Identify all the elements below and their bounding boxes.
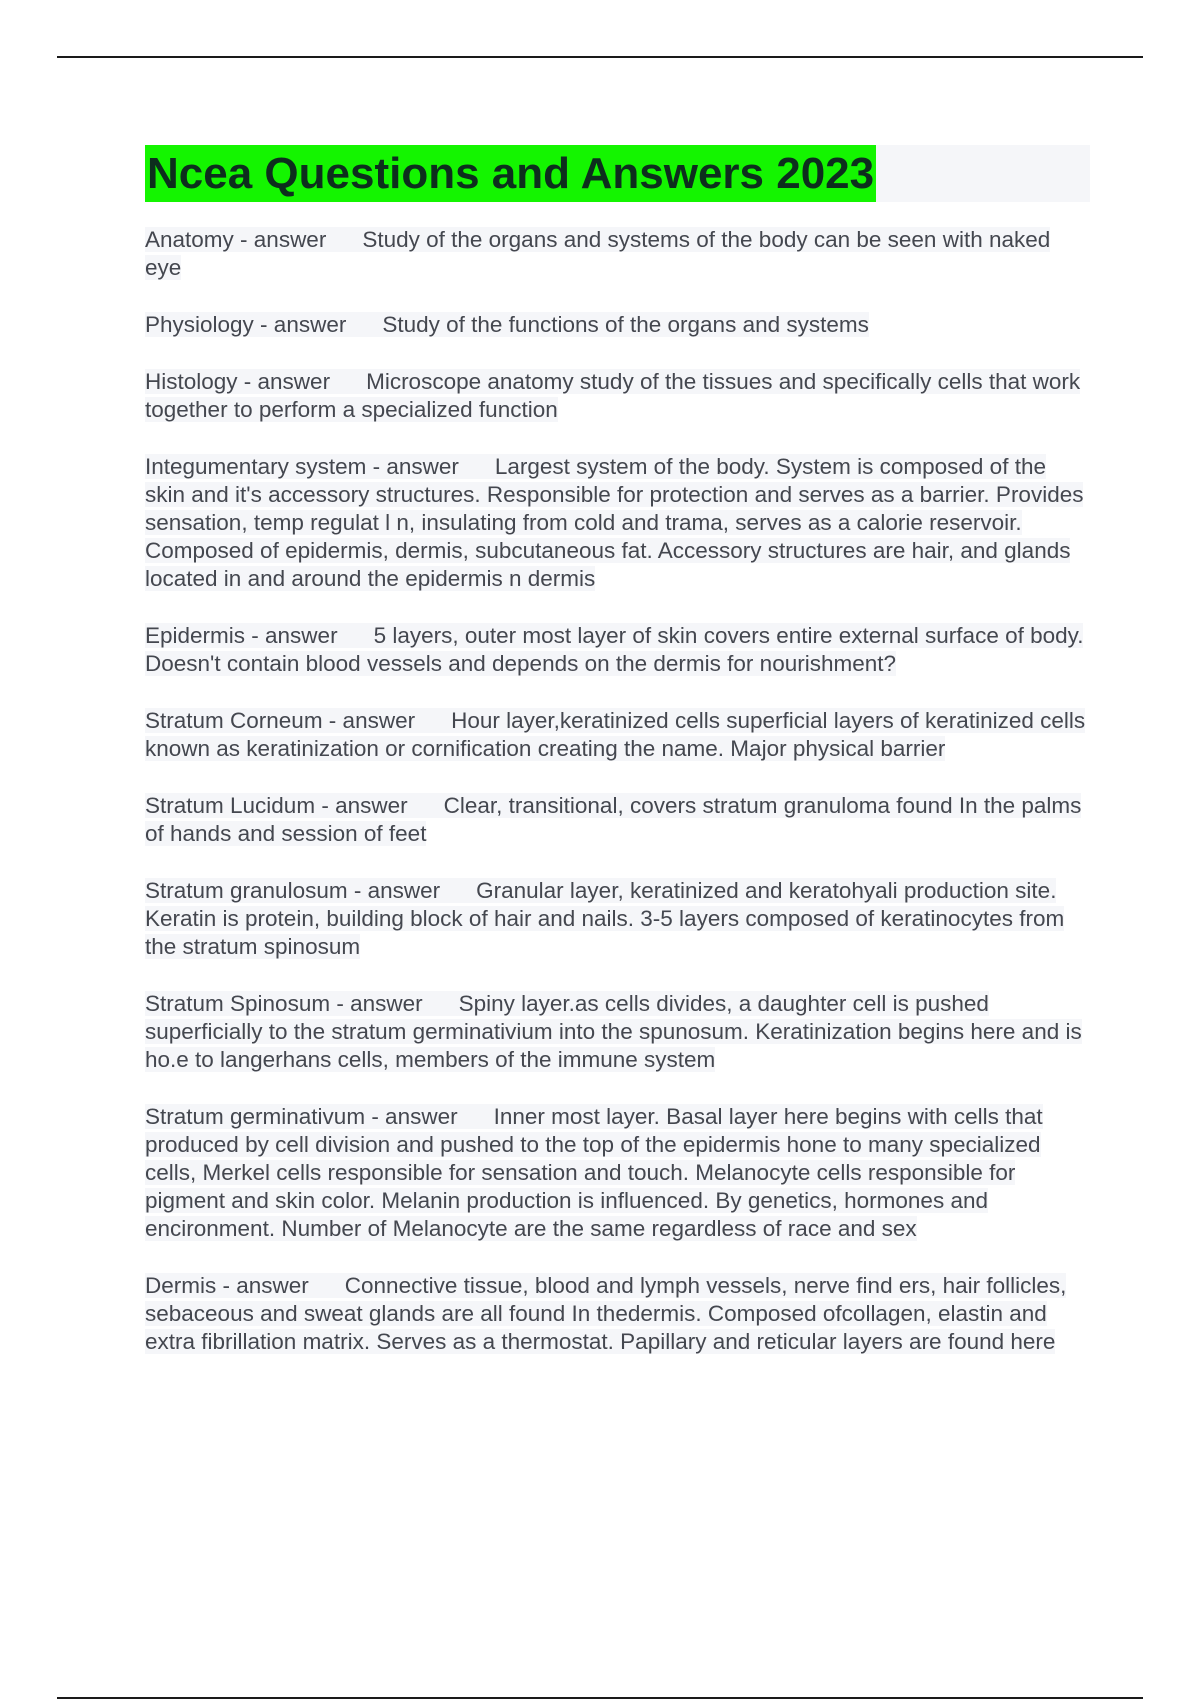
entry-term: Dermis - answer — [145, 1273, 309, 1298]
entry-term: Epidermis - answer — [145, 623, 338, 648]
qa-entry — [145, 453, 1090, 593]
qa-entry — [145, 707, 1090, 763]
entry-term: Stratum Lucidum - answer — [145, 793, 408, 818]
page-title: Ncea Questions and Answers 2023 — [145, 145, 876, 202]
entry-definition: Study of the functions of the organs and systems — [382, 312, 869, 337]
document-body — [145, 145, 1090, 1385]
page-bottom-rule — [57, 1697, 1143, 1699]
qa-entry — [145, 1103, 1090, 1243]
qa-entry — [145, 1272, 1090, 1356]
entry-definition: Granular layer, keratinized and keratohyali production site. Keratin is protein, building block of hair and nails. 3-5 layers composed of keratinocytes from the stratum spinosum — [145, 878, 1065, 959]
qa-list — [145, 226, 1090, 1356]
entry-term: Integumentary system - answer — [145, 454, 459, 479]
entry-term: Anatomy - answer — [145, 227, 327, 252]
entry-definition: 5 layers, outer most layer of skin covers entire external surface of body. Doesn't contain blood vessels and depends on the dermis for nourishment? — [145, 623, 1084, 676]
entry-term: Stratum Corneum - answer — [145, 708, 416, 733]
page-top-rule — [57, 56, 1143, 58]
qa-entry — [145, 622, 1090, 678]
entry-term: Stratum Spinosum - answer — [145, 991, 423, 1016]
qa-entry — [145, 990, 1090, 1074]
entry-definition: Connective tissue, blood and lymph vessels, nerve find ers, hair follicles, sebaceous and sweat glands are all found In thedermis. Composed ofcollagen, elastin and extra fibrillation matrix. Serves as a thermostat. Papillary and reticular layers are found here — [145, 1273, 1067, 1354]
entry-definition: Inner most layer. Basal layer here begins with cells that produced by cell division and pushed to the top of the epidermis hone to many specialized cells, Merkel cells responsible for sensation and touch. Melanocyte cells responsible for pigment and skin color. Melanin production is influenced. By genetics, hormones and encironment. Number of Melanocyte are the same regardless of race and sex — [145, 1104, 1043, 1241]
entry-definition: Largest system of the body. System is composed of the skin and it's accessory structures. Responsible for protection and serves as a barrier. Provides sensation, temp regulat l n, insulating from cold and trama, serves as a calorie reservoir. Composed of epidermis, dermis, subcutaneous fat. Accessory structures are hair, and glands located in and around the epidermis n dermis — [145, 454, 1084, 591]
entry-definition: Microscope anatomy study of the tissues and specifically cells that work together to perform a specialized function — [145, 369, 1081, 422]
entry-term: Physiology - answer — [145, 312, 347, 337]
entry-definition: Clear, transitional, covers stratum granuloma found In the palms of hands and session of feet — [145, 793, 1082, 846]
qa-entry — [145, 311, 1090, 339]
entry-term: Stratum granulosum - answer — [145, 878, 441, 903]
entry-term: Stratum germinativum - answer — [145, 1104, 458, 1129]
title-band — [145, 145, 1090, 202]
qa-entry — [145, 368, 1090, 424]
qa-entry — [145, 877, 1090, 961]
qa-entry — [145, 792, 1090, 848]
entry-definition: Study of the organs and systems of the body can be seen with naked eye — [145, 227, 1051, 280]
entry-definition: Hour layer,keratinized cells superficial layers of keratinized cells known as keratinization or cornification creating the name. Major physical barrier — [145, 708, 1086, 761]
entry-definition: Spiny layer.as cells divides, a daughter cell is pushed superficially to the stratum germinativium into the spunosum. Keratinization begins here and is ho.e to langerhans cells, members of the immune system — [145, 991, 1082, 1072]
qa-entry — [145, 226, 1090, 282]
entry-term: Histology - answer — [145, 369, 331, 394]
